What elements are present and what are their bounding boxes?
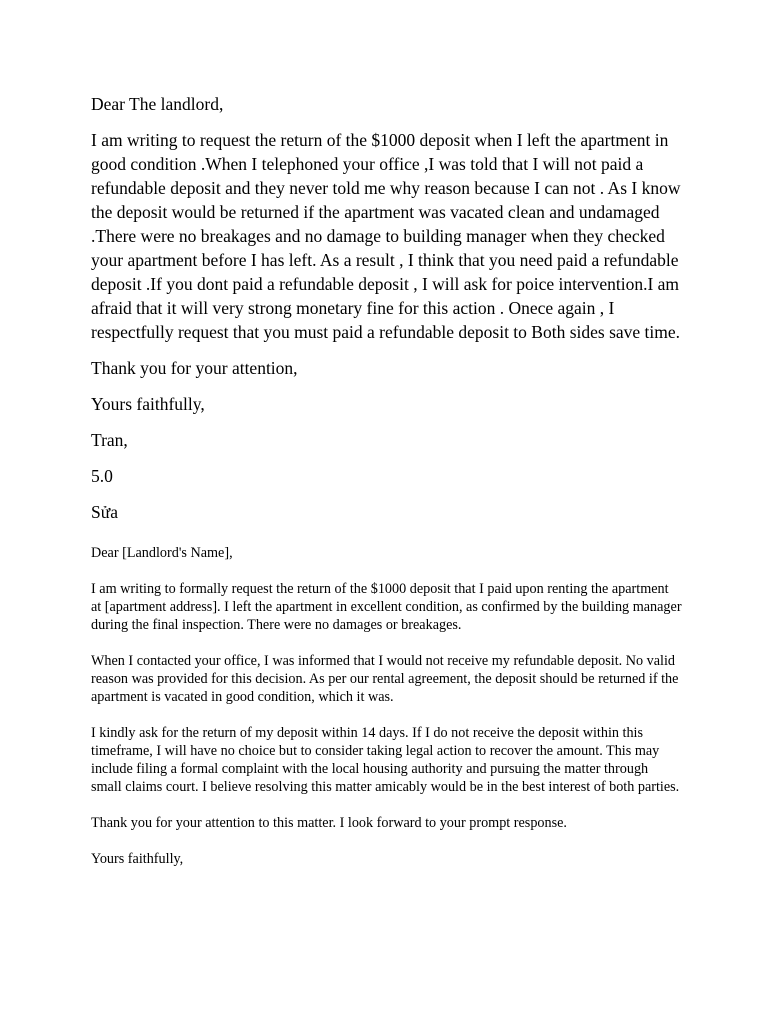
original-salutation: Dear The landlord, (91, 94, 224, 114)
original-body: I am writing to request the return of the $1000 deposit when I left the apartment in good condition .When I telephoned your office ,I was told that I will not paid a refundable deposit and they never told me why reason because I can not . As I know the deposit would be returned if the apartment was vacated clean and undamaged .There were no breakages and no damage to building manager when they checked your apartment before I has left. As a result , I think that you need paid a refundable deposit .If you dont paid a refundable deposit , I will ask for poice intervention.I am afraid that it will very strong monetary fine for this action . Onece again , I respectfully request that you must paid a refundable deposit to Both sides save time. (91, 130, 681, 342)
revised-paragraph: I kindly ask for the return of my deposit within 14 days. If I do not receive the deposit within this timeframe, I will have no choice but to consider taking legal action to recover the amount. This may include filing a formal complaint with the local housing authority and pursuing the matter through small claims court. I believe resolving this matter amicably would be in the best interest of both parties. (91, 725, 680, 795)
edit-label: Sửa (91, 502, 118, 522)
revised-closing: Yours faithfully, (91, 851, 184, 867)
original-thanks: Thank you for your attention, (91, 358, 298, 378)
original-letter (91, 92, 682, 524)
original-closing: Yours faithfully, (91, 394, 205, 414)
revised-salutation: Dear [Landlord's Name], (91, 545, 233, 561)
revised-paragraph: I am writing to formally request the return of the $1000 deposit that I paid upon renting the apartment at [apartment address]. I left the apartment in excellent condition, as confirmed by the building manager during the final inspection. There were no damages or breakages. (91, 581, 682, 633)
original-signature: Tran, (91, 430, 128, 450)
revised-paragraph: When I contacted your office, I was informed that I would not receive my refundable deposit. No valid reason was provided for this decision. As per our rental agreement, the deposit should be returned if the apartment is vacated in good condition, which it was. (91, 653, 679, 705)
score-value: 5.0 (91, 466, 113, 486)
revised-paragraph: Thank you for your attention to this matter. I look forward to your prompt response. (91, 815, 567, 831)
revised-letter (91, 544, 682, 868)
